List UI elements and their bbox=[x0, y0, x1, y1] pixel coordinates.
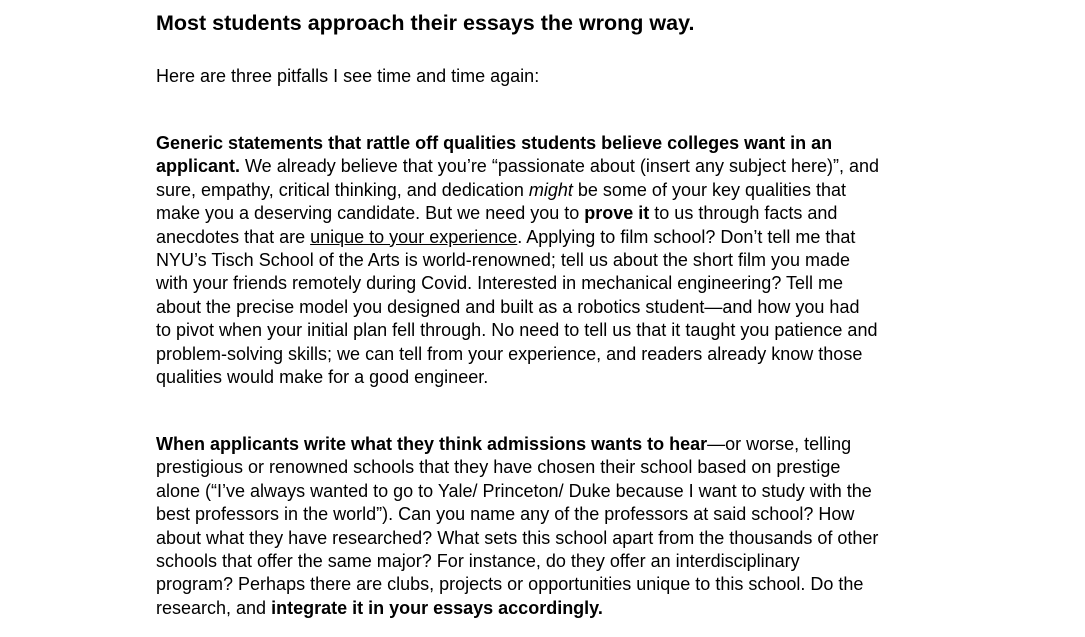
text-run: sure, empathy, critical thinking, and dedication bbox=[156, 179, 529, 200]
text-line: alone (“I’ve always wanted to go to Yale/ Princeton/ Duke because I want to study with the bbox=[156, 480, 872, 501]
text-run: anecdotes that are bbox=[156, 226, 311, 247]
pitfall-heading: When applicants write what they think admissions wants to hear bbox=[156, 434, 708, 454]
text-line bbox=[156, 132, 879, 155]
text-line: with your friends remotely during Covid. Interested in mechanical engineering? Tell me bbox=[156, 273, 844, 294]
underlined-text: unique to your experience bbox=[310, 226, 518, 247]
text-line: problem-solving skills; we can tell from your experience, and readers already know those bbox=[156, 343, 863, 364]
pitfall-heading: applicant. bbox=[156, 156, 241, 177]
pitfall-heading: Generic statements that rattle off qualities students believe colleges want in an bbox=[156, 133, 833, 153]
text-line bbox=[156, 155, 879, 178]
text-line: about the precise model you designed and built as a robotics student—and how you had bbox=[156, 296, 860, 317]
text-line bbox=[156, 202, 879, 225]
text-run: to us through facts and bbox=[649, 203, 838, 224]
bold-text: integrate it in your essays accordingly. bbox=[271, 597, 603, 618]
text-line: to pivot when your initial plan fell through. No need to tell us that it taught you patience and bbox=[156, 320, 878, 341]
emphasis-text: might bbox=[528, 179, 573, 200]
text-line: prestigious or renowned schools that they have chosen their school based on prestige bbox=[156, 457, 841, 478]
text-line: NYU’s Tisch School of the Arts is world-renowned; tell us about the short film you made bbox=[156, 250, 850, 271]
text-run: We already believe that you’re “passionate about (insert any subject here)”, and bbox=[240, 156, 880, 177]
text-line bbox=[156, 226, 879, 249]
text-run: make you a deserving candidate. But we need you to bbox=[156, 203, 585, 224]
document-title: Most students approach their essays the wrong way. bbox=[156, 11, 695, 35]
text-run: research, and bbox=[156, 597, 272, 618]
text-line: program? Perhaps there are clubs, projects or opportunities unique to this school. Do the bbox=[156, 574, 864, 595]
pitfall-admissions-wants-paragraph bbox=[156, 433, 878, 620]
bold-text: prove it bbox=[584, 203, 650, 224]
text-run: be some of your key qualities that bbox=[572, 179, 847, 200]
text-line: best professors in the world”). Can you name any of the professors at said school? How bbox=[156, 504, 855, 525]
intro-text: Here are three pitfalls I see time and time again: bbox=[156, 66, 540, 86]
text-line bbox=[156, 597, 878, 620]
pitfall-generic-statements-paragraph bbox=[156, 132, 879, 389]
text-line: about what they have researched? What sets this school apart from the thousands of other bbox=[156, 527, 879, 548]
text-line: schools that offer the same major? For instance, do they offer an interdisciplinary bbox=[156, 551, 800, 572]
text-run: . Applying to film school? Don’t tell me that bbox=[517, 226, 856, 247]
text-line bbox=[156, 433, 878, 456]
text-line: qualities would make for a good engineer. bbox=[156, 367, 489, 388]
text-line bbox=[156, 179, 879, 202]
text-run: —or worse, telling bbox=[707, 434, 852, 454]
